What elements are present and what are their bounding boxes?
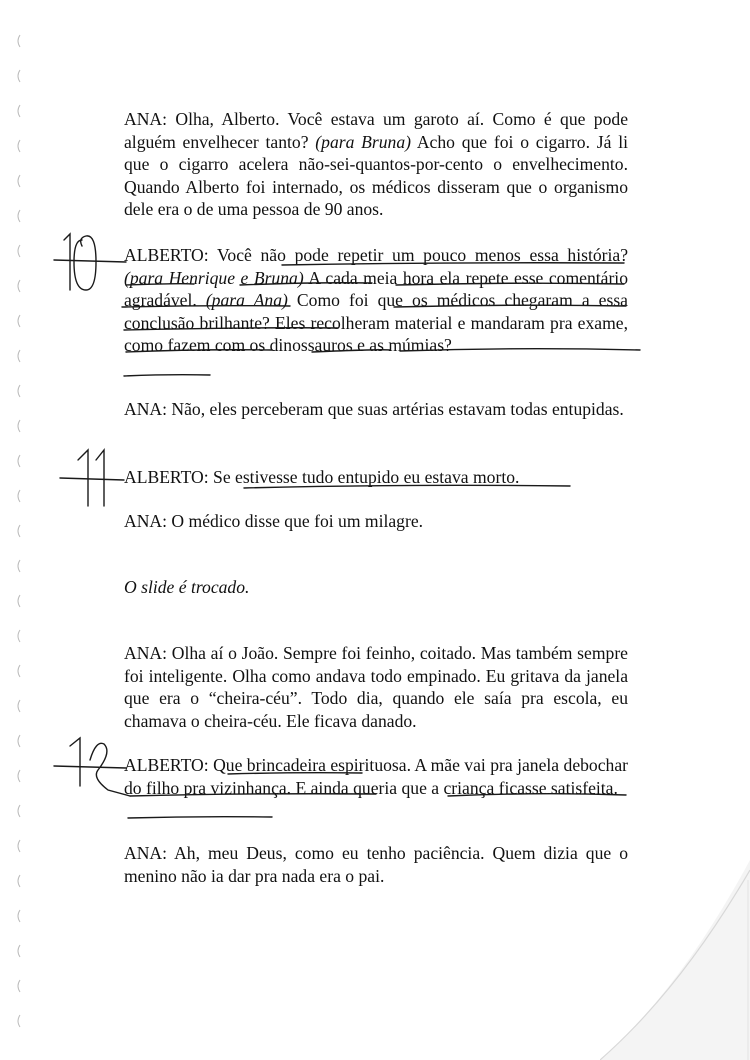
stage-note: (para Ana): [205, 290, 288, 311]
dialogue-ana-2: [124, 398, 628, 421]
margin-number-11: [60, 478, 124, 480]
dialogue-ana-3: [124, 510, 628, 533]
underline-mark: [128, 817, 272, 818]
line-text: Ah, meu Deus, como eu tenho paciência. Quem dizia que o menino não ia dar pra nada era o pai.: [124, 843, 628, 886]
line-text: Não, eles perceberam que suas artérias estavam todas entupidas.: [167, 399, 624, 419]
dialogue-alberto-2: [124, 466, 628, 489]
margin-number-12: [54, 766, 126, 768]
dialogue-ana-5: [124, 842, 628, 887]
stage-note: (para Henrique e Bruna): [124, 267, 304, 288]
line-text: O médico disse que foi um milagre.: [167, 511, 424, 531]
speaker-name: ANA:: [124, 511, 168, 531]
dialogue-ana-1: [124, 108, 628, 221]
margin-number-10: [54, 260, 126, 262]
line-text: Acho que foi o cigarro. Já li que o cigarro acelera não-sei-quantos-por-cento o envelhecimento. Quando Alberto foi internado, os médicos disseram que o organismo dele era o de uma pessoa de 90 anos.: [124, 131, 628, 220]
dialogue-alberto-1: [124, 244, 628, 357]
speaker-name: ANA:: [124, 843, 168, 863]
dialogue-ana-4: [124, 642, 628, 732]
stage-note: O slide é trocado.: [124, 577, 250, 597]
line-text: Como foi que os médicos chegaram a essa conclusão brilhante? Eles recolheram material e mandaram pra exame, como fazem com os dinossauros e as múmias?: [124, 290, 628, 356]
line-text: A cada meia hora ela repete esse comentário agradável.: [124, 267, 628, 311]
speaker-name: ANA:: [124, 109, 168, 129]
speaker-name: ANA:: [124, 399, 168, 419]
line-text: Você não pode repetir um pouco menos essa história?: [208, 245, 628, 265]
dialogue-alberto-3: [124, 754, 628, 799]
binding-marks: [12, 30, 26, 1040]
stage-direction: [124, 576, 628, 599]
stage-note: (para Bruna): [315, 131, 412, 152]
page-corner-fold: [600, 860, 750, 1060]
line-text: Que brincadeira espirituosa. A mãe vai pra janela debochar do filho pra vizinhança. E ainda queria que a criança ficasse satisfeita.: [124, 755, 628, 798]
underline-mark: [124, 375, 210, 376]
line-text: Olha, Alberto. Você estava um garoto aí. Como é que pode alguém envelhecer tanto?: [124, 109, 628, 152]
speaker-name: ANA:: [124, 643, 168, 663]
speaker-name: ALBERTO:: [124, 245, 209, 265]
speaker-name: ALBERTO:: [124, 755, 209, 775]
line-text: Olha aí o João. Sempre foi feinho, coitado. Mas também sempre foi inteligente. Olha como andava todo empinado. Eu gritava da janela que era o “cheira-céu”. Todo dia, quando ele saía pra escola, eu chamava o cheira-céu. Ele ficava danado.: [124, 643, 628, 731]
line-text: Se estivesse tudo entupido eu estava morto.: [208, 467, 520, 487]
speaker-name: ALBERTO:: [124, 467, 209, 487]
